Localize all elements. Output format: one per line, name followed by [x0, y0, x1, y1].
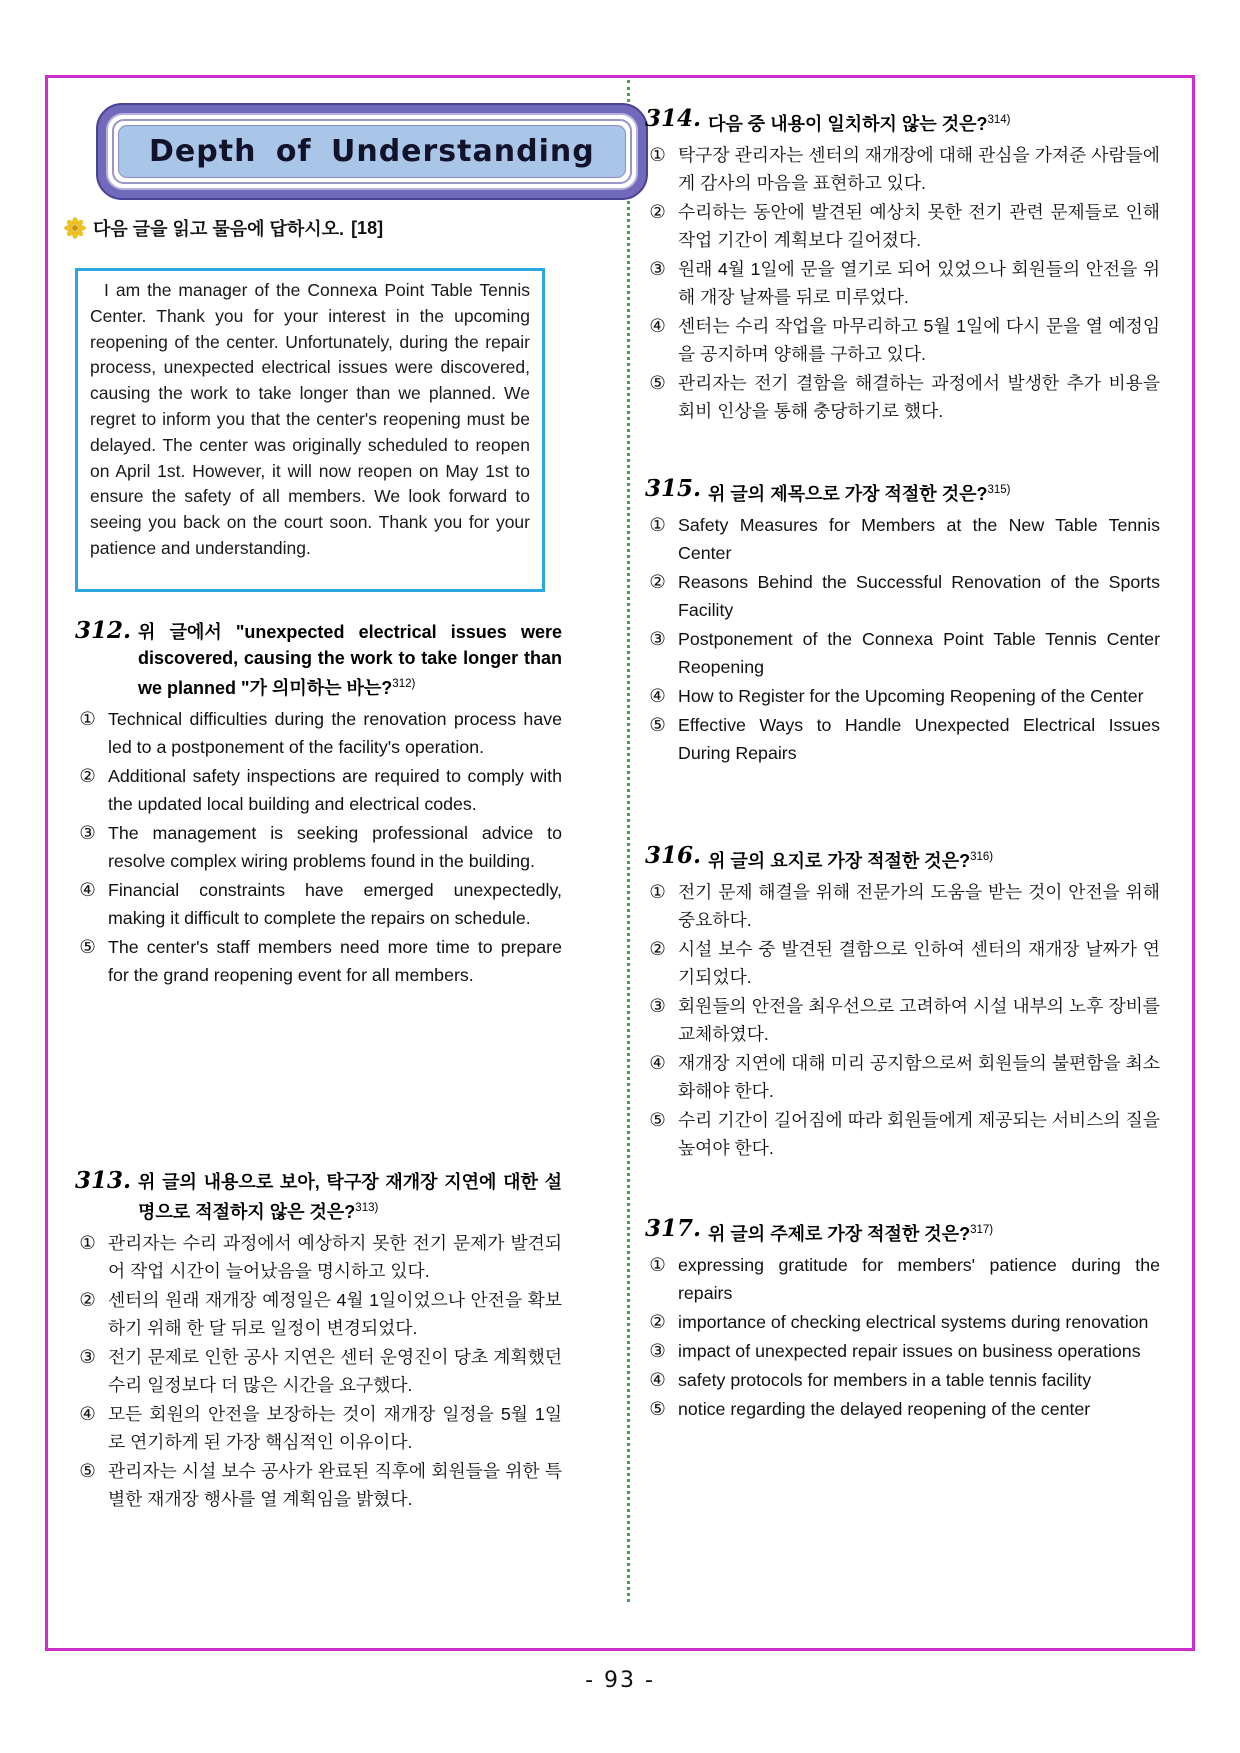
option [645, 369, 1160, 425]
footnote-ref: 314) [987, 114, 1011, 126]
option [645, 992, 1160, 1048]
option-marker: ④ [649, 1369, 666, 1390]
options-list [645, 878, 1160, 1162]
option [75, 819, 562, 875]
option-text: Effective Ways to Handle Unexpected Electrical Issues During Repairs [678, 715, 1160, 763]
option-marker: ① [79, 1232, 96, 1253]
option [645, 711, 1160, 767]
option-text: Safety Measures for Members at the New Table Tennis Center [678, 515, 1160, 563]
option [645, 568, 1160, 624]
option-marker: ③ [79, 1346, 96, 1367]
option-marker: ⑤ [649, 1398, 666, 1419]
page-title: Depth of Understanding [118, 125, 626, 178]
option-marker: ① [79, 708, 96, 729]
option-text: safety protocols for members in a table tennis facility [678, 1370, 1092, 1390]
question-prompt-text: 위 글의 주제로 가장 적절한 것은? [708, 1224, 971, 1244]
option-text: Reasons Behind the Successful Renovation of the Sports Facility [678, 572, 1160, 620]
footnote-ref: 317) [970, 1224, 994, 1236]
question-316 [645, 843, 1160, 1163]
option-marker: ⑤ [79, 936, 96, 957]
option-text: The center's staff members need more time to prepare for the grand reopening event for all members. [108, 937, 562, 985]
option-marker: ② [79, 1289, 96, 1310]
question-prompt-text: 위 글의 요지로 가장 적절한 것은? [708, 851, 971, 871]
option-marker: ③ [649, 628, 666, 649]
option-marker: ④ [79, 1403, 96, 1424]
option-marker: ③ [649, 258, 666, 279]
option-marker: ⑤ [649, 1109, 666, 1130]
question-317-header [645, 1216, 1160, 1247]
question-number: 312. [75, 617, 132, 644]
option [75, 762, 562, 818]
question-prompt-text: 위 글의 제목으로 가장 적절한 것은? [708, 484, 988, 504]
option-text: Technical difficulties during the renovation process have led to a postponement of the facility's operation. [108, 709, 562, 757]
question-number: 315. [645, 475, 702, 502]
option-marker: ① [649, 144, 666, 165]
option-marker: ② [79, 765, 96, 786]
option-marker: ② [649, 201, 666, 222]
option-marker: ① [649, 881, 666, 902]
option-text: importance of checking electrical systems during renovation [678, 1312, 1149, 1332]
option-text: Postponement of the Connexa Point Table Tennis Center Reopening [678, 629, 1160, 677]
option-text: 시설 보수 중 발견된 결함으로 인하여 센터의 재개장 날짜가 연기되었다. [678, 939, 1160, 987]
option-text: 관리자는 전기 결함을 해결하는 과정에서 발생한 추가 비용을 회비 인상을 통해 충당하기로 했다. [678, 373, 1160, 421]
option [645, 935, 1160, 991]
option-text: How to Register for the Upcoming Reopening of the Center [678, 686, 1144, 706]
option-marker: ③ [649, 995, 666, 1016]
option-text: 수리 기간이 길어짐에 따라 회원들에게 제공되는 서비스의 질을 높여야 한다. [678, 1110, 1160, 1158]
footnote-ref: 313) [355, 1202, 379, 1214]
question-316-header [645, 843, 1160, 874]
option [645, 198, 1160, 254]
option-text: 수리하는 동안에 발견된 예상치 못한 전기 관련 문제들로 인해 작업 기간이 계획보다 길어졌다. [678, 202, 1160, 250]
footnote-ref: 315) [987, 484, 1011, 496]
option [75, 1229, 562, 1285]
options-list [75, 1229, 562, 1513]
question-prompt-text: 위 글의 내용으로 보아, 탁구장 재개장 지연에 대한 설명으로 적절하지 않은 것은? [138, 1172, 562, 1222]
question-prompt [138, 1168, 562, 1225]
option-marker: ③ [79, 822, 96, 843]
question-number: 316. [645, 842, 702, 869]
footnote-ref: 316) [970, 851, 994, 863]
badge-ring-inner [112, 119, 632, 184]
option-marker: ④ [79, 879, 96, 900]
option-marker: ② [649, 938, 666, 959]
passage-text: I am the manager of the Connexa Point Table Tennis Center. Thank you for your interest in the upcoming reopening of the center. Unfortunately, during the repair process, unexpected electrical issues were discovered, causing the work to take longer than we planned. We regret to inform you that the center's reopening must be delayed. The center was originally scheduled to reopen on April 1st. However, it will now reopen on May 1st to ensure the safety of all members. We look forward to seeing you back on the court soon. Thank you for your patience and understanding. [90, 280, 530, 558]
badge-ring-outer [96, 103, 648, 200]
question-314-header [645, 106, 1160, 137]
option [645, 1308, 1160, 1336]
question-prompt [708, 1216, 993, 1247]
option-text: impact of unexpected repair issues on business operations [678, 1341, 1141, 1361]
option-marker: ① [649, 1254, 666, 1275]
option-text: The management is seeking professional advice to resolve complex wiring problems found in the building. [108, 823, 562, 871]
option-text: 센터는 수리 작업을 마무리하고 5월 1일에 다시 문을 열 예정임을 공지하며 양해를 구하고 있다. [678, 316, 1160, 364]
options-list [75, 705, 562, 989]
question-number: 317. [645, 1215, 702, 1242]
options-list [645, 1251, 1160, 1423]
option-text: expressing gratitude for members' patience during the repairs [678, 1255, 1160, 1303]
option-text: notice regarding the delayed reopening of the center [678, 1399, 1091, 1419]
question-313-header [75, 1168, 562, 1225]
options-list [645, 511, 1160, 767]
footnote-ref: 312) [392, 678, 416, 690]
question-number: 313. [75, 1167, 132, 1194]
option-marker: ④ [649, 1052, 666, 1073]
option-text: Additional safety inspections are required to comply with the updated local building and electrical codes. [108, 766, 562, 814]
question-prompt [708, 106, 1010, 137]
option [645, 511, 1160, 567]
question-313 [75, 1168, 562, 1514]
flower-icon [64, 217, 86, 239]
option-text: 재개장 지연에 대해 미리 공지함으로써 회원들의 불편함을 최소화해야 한다. [678, 1053, 1160, 1101]
option-text: 센터의 원래 재개장 예정일은 4월 1일이었으나 안전을 확보하기 위해 한 달 뒤로 일정이 변경되었다. [108, 1290, 562, 1338]
option-text: Financial constraints have emerged unexpectedly, making it difficult to complete the repairs on schedule. [108, 880, 562, 928]
option-text: 관리자는 수리 과정에서 예상하지 못한 전기 문제가 발견되어 작업 시간이 늘어났음을 명시하고 있다. [108, 1233, 562, 1281]
question-prompt-text: 위 글에서 "unexpected electrical issues were discovered, causing the work to take longer than we planned "가 의미하는 바는? [138, 622, 562, 698]
question-315-header [645, 476, 1160, 507]
option [645, 682, 1160, 710]
question-315 [645, 476, 1160, 768]
option [645, 1366, 1160, 1394]
option [75, 1286, 562, 1342]
option [645, 141, 1160, 197]
option-marker: ② [649, 571, 666, 592]
instruction [64, 215, 564, 241]
option-marker: ⑤ [649, 714, 666, 735]
question-prompt [138, 618, 562, 701]
option-marker: ② [649, 1311, 666, 1332]
option [645, 1106, 1160, 1162]
column-divider [627, 80, 630, 1602]
option-marker: ⑤ [649, 372, 666, 393]
option [645, 1251, 1160, 1307]
question-number: 314. [645, 105, 702, 132]
option [645, 312, 1160, 368]
option [645, 1395, 1160, 1423]
option-marker: ③ [649, 1340, 666, 1361]
options-list [645, 141, 1160, 425]
option-marker: ④ [649, 685, 666, 706]
option-text: 회원들의 안전을 최우선으로 고려하여 시설 내부의 노후 장비를 교체하였다. [678, 996, 1160, 1044]
option-marker: ⑤ [79, 1460, 96, 1481]
question-prompt-text: 다음 중 내용이 일치하지 않는 것은? [708, 114, 988, 134]
option [75, 1343, 562, 1399]
option [75, 933, 562, 989]
header-badge [96, 103, 648, 200]
page-number: - 93 - [585, 1668, 655, 1693]
question-prompt [708, 476, 1010, 507]
option-text: 원래 4월 1일에 문을 열기로 되어 있었으나 회원들의 안전을 위해 개장 날짜를 뒤로 미루었다. [678, 259, 1160, 307]
option [645, 878, 1160, 934]
question-314 [645, 106, 1160, 426]
option [75, 705, 562, 761]
option-marker: ④ [649, 315, 666, 336]
option-text: 전기 문제 해결을 위해 전문가의 도움을 받는 것이 안전을 위해 중요하다. [678, 882, 1160, 930]
option [75, 876, 562, 932]
question-prompt [708, 843, 993, 874]
option [645, 1337, 1160, 1365]
instruction-text: 다음 글을 읽고 물음에 답하시오. [93, 219, 345, 239]
option [645, 625, 1160, 681]
question-312 [75, 618, 562, 990]
question-317 [645, 1216, 1160, 1424]
option-marker: ① [649, 514, 666, 535]
option-text: 모든 회원의 안전을 보장하는 것이 재개장 일정을 5월 1일로 연기하게 된 가장 핵심적인 이유이다. [108, 1404, 562, 1452]
option [645, 1049, 1160, 1105]
badge-ring-mid [106, 113, 638, 190]
option [75, 1400, 562, 1456]
instruction-range: [18] [351, 217, 384, 238]
passage-box [75, 268, 545, 592]
option [75, 1457, 562, 1513]
option-text: 관리자는 시설 보수 공사가 완료된 직후에 회원들을 위한 특별한 재개장 행사를 열 계획임을 밝혔다. [108, 1461, 562, 1509]
question-312-header [75, 618, 562, 701]
option-text: 탁구장 관리자는 센터의 재개장에 대해 관심을 가져준 사람들에게 감사의 마음을 표현하고 있다. [678, 145, 1160, 193]
option-text: 전기 문제로 인한 공사 지연은 센터 운영진이 당초 계획했던 수리 일정보다 더 많은 시간을 요구했다. [108, 1347, 562, 1395]
option [645, 255, 1160, 311]
